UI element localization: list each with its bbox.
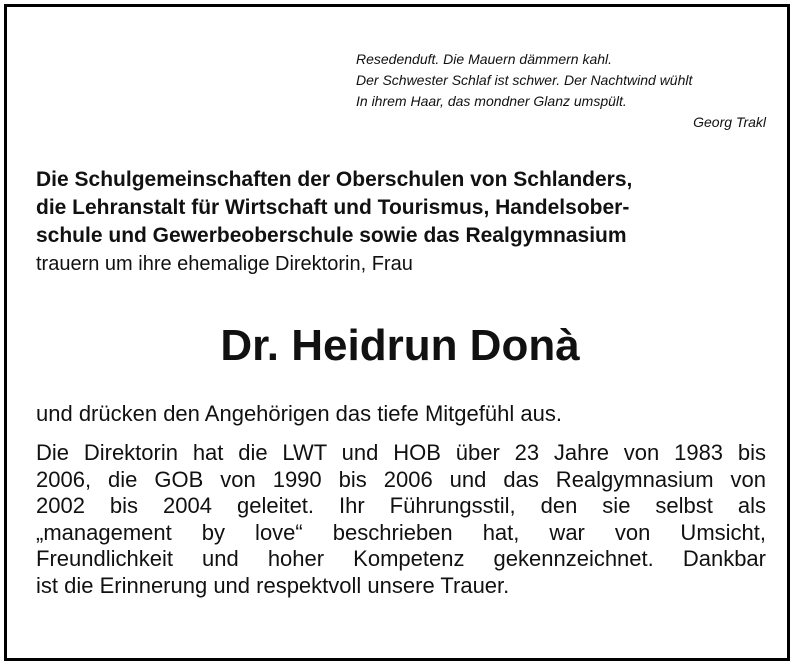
- poem-line: Der Schwester Schlaf ist schwer. Der Nachtwind wühlt: [356, 72, 693, 88]
- condolence-line: und drücken den Angehörigen das tiefe Mitgefühl aus.: [36, 401, 562, 426]
- poem-author: Georg Trakl: [693, 114, 766, 130]
- announcement-intro: [36, 166, 772, 278]
- tribute-line: Die Direktorin hat die LWT und HOB über 23 Jahre von 1983 bis: [36, 440, 766, 465]
- deceased-name: Dr. Heidrun Donà: [220, 321, 580, 370]
- tribute-line: Freundlichkeit und hoher Kompetenz gekennzeichnet. Dankbar: [36, 546, 766, 571]
- tribute-line: 2002 bis 2004 geleitet. Ihr Führungsstil, den sie selbst als: [36, 493, 766, 518]
- poem-quote: [356, 49, 768, 133]
- intro-bold-line: schule und Gewerbeoberschule sowie das Realgymnasium: [36, 224, 627, 247]
- poem-line: In ihrem Haar, das mondner Glanz umspült.: [356, 93, 627, 109]
- intro-bold-line: die Lehranstalt für Wirtschaft und Tourismus, Handelsober-: [36, 196, 630, 219]
- tribute-paragraph: [36, 440, 766, 599]
- tribute-line: „management by love“ beschrieben hat, war von Umsicht,: [36, 519, 766, 545]
- intro-bold-line: Die Schulgemeinschaften der Oberschulen von Schlanders,: [36, 168, 633, 191]
- tribute-line: ist die Erinnerung und respektvoll unsere Trauer.: [36, 572, 510, 598]
- poem-line: Resedenduft. Die Mauern dämmern kahl.: [356, 51, 613, 67]
- tribute-line: 2006, die GOB von 1990 bis 2006 und das Realgymnasium von: [36, 466, 766, 492]
- intro-plain-line: trauern um ihre ehemalige Direktorin, Frau: [36, 253, 413, 275]
